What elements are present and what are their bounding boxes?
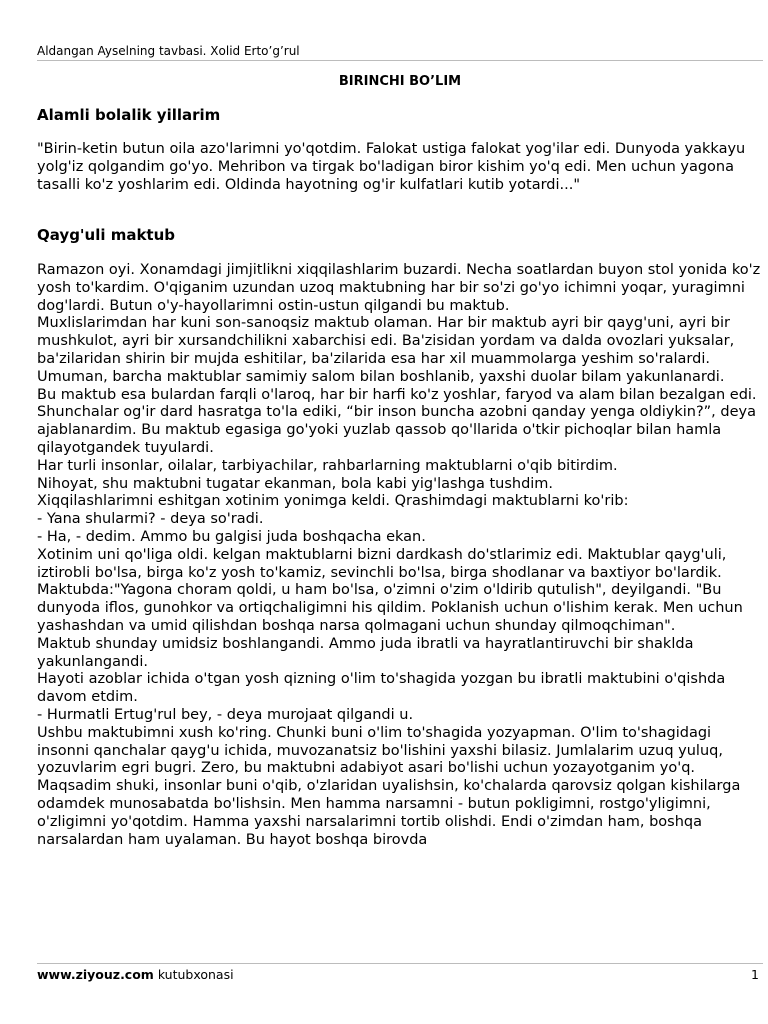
paragraph: Ramazon oyi. Xonamdagi jimjitlikni xiqqilashlarim buzardi. Necha soatlardan buyon stol yonida ko'z yosh to'kardim. O'qiganim uzundan uzoq maktubning har bir so'zi go'yo ichimni yoqar, yuragimni dog'lardi. Butun o'y-hayollarimni ostin-ustun qilgandi bu maktub. <box>37 262 761 314</box>
section-heading-2: Qayg'uli maktub <box>37 226 176 244</box>
paragraph: Har turli insonlar, oilalar, tarbiyachilar, rahbarlarning maktublarni o'qib bitirdim. <box>37 457 618 474</box>
paragraph: Muxlislarimdan har kuni son-sanoqsiz maktub olaman. Har bir maktub ayri bir qayg'uni, ayri bir mushkulot, ayri bir xursandchilikni xabarchisi edi. Ba'zisidan yordam va dalda ovozlari yuksalar, ba'zilaridan shirin bir mujda eshitilar, ba'zilarida esa har xil muammolarga yeshim so'ralardi. Umuman, barcha maktublar samimiy salom bilan boshlanib, yaxshi duolar bilam yakunlanardi. <box>37 315 735 385</box>
paragraph: Hayoti azoblar ichida o'tgan yosh qizning o'lim to'shagida yozgan bu ibratli maktubini o'qishda davom etdim. <box>37 671 726 706</box>
page-number: 1 <box>751 967 759 982</box>
running-header: Aldangan Ayselning tavbasi. Xolid Erto’g’rul <box>37 44 763 61</box>
paragraph: Bu maktub esa bulardan farqli o'laroq, har bir harfi ko'z yoshlar, faryod va alam bilan bezalgan edi. Shunchalar og'ir dard hasratga to'la ediki, “bir inson buncha azobni qanday yenga oldiykin?”, deya ajablanardim. Bu maktub egasiga go'yoki yuzlab qassob qo'llarida o'tkir pichoqlar bilan hamla qilayotgandek tuyulardi. <box>37 386 757 456</box>
body-text <box>37 262 763 849</box>
paragraph: Maktubda:"Yagona choram qoldi, u ham bo'lsa, o'zimni o'zim o'ldirib qutulish", deyilgandi. "Bu dunyoda iflos, gunohkor va ortiqchaligimni his qildim. Poklanish uchun o'lishim kerak. Men uchun yashashdan va umid qilishdan boshqa narsa qolmagani uchun shunday qilmoqchiman". <box>37 582 743 634</box>
paragraph: Maktub shunday umidsiz boshlangandi. Ammo juda ibratli va hayratlantiruvchi bir shaklda yakunlangandi. <box>37 635 694 670</box>
intro-paragraph: "Birin-ketin butun oila azo'larimni yo'qotdim. Falokat ustiga falokat yog'ilar edi. Dunyoda yakkayu yolg'iz qolgandim go'yo. Mehribon va tirgak bo'ladigan biror kishim yo'q edi. Men uchun yagona tasalli ko'z yoshlarim edi. Oldinda hayotning og'ir kulfatlari kutib yotardi..." <box>37 141 746 193</box>
paragraph: Nihoyat, shu maktubni tugatar ekanman, bola kabi yig'lashga tushdim. <box>37 475 554 492</box>
dialogue-line: - Yana shularmi? - deya so'radi. <box>37 511 264 528</box>
paragraph: Ushbu maktubimni xush ko'ring. Chunki buni o'lim to'shagida yozyapman. O'lim to'shagidagi insonni qanchalar qayg'u ichida, muvozanatsiz bo'lishini yaxshi bilasiz. Jumlalarim uzuq yuluq, yozuvlarim egri bugri. Zero, bu maktubni adabiyot asari bo'lishi uchun yozayotganim yo'q. <box>37 724 723 777</box>
footer-label: kutubxonasi <box>153 967 234 982</box>
dialogue-line: - Hurmatli Ertug'rul bey, - deya murojaat qilgandi u. <box>37 706 414 723</box>
footer-site-link[interactable]: www.ziyouz.com <box>37 967 154 982</box>
paragraph: Maqsadim shuki, insonlar buni o'qib, o'zlaridan uyalishsin, ko'chalarda qarovsiz qolgan kishilarga odamdek munosabatda bo'lishsin. Men hamma narsamni - butun pokligimni, rostgo'yligimni, o'zligimni yo'qotdim. Hamma yaxshi narsalarimni tortib olishdi. Endi o'zimdan ham, boshqa narsalardan ham uyalaman. Bu hayot boshqa birovda <box>37 778 741 848</box>
chapter-title: BIRINCHI BO’LIM <box>338 74 462 89</box>
paragraph: Xotinim uni qo'liga oldi. kelgan maktublarni bizni dardkash do'stlarimiz edi. Maktublar qayg'uli, iztirobli bo'lsa, birga ko'z yosh to'kamiz, sevinchli bo'lsa, birga shodlanar va baxtiyor bo'lardik. <box>37 546 727 581</box>
page-footer <box>37 963 763 982</box>
paragraph: Xiqqilashlarimni eshitgan xotinim yonimga keldi. Qrashimdagi maktublarni ko'rib: <box>37 493 629 510</box>
dialogue-line: - Ha, - dedim. Ammo bu galgisi juda boshqacha ekan. <box>37 528 426 545</box>
section-heading-1: Alamli bolalik yillarim <box>37 106 221 124</box>
